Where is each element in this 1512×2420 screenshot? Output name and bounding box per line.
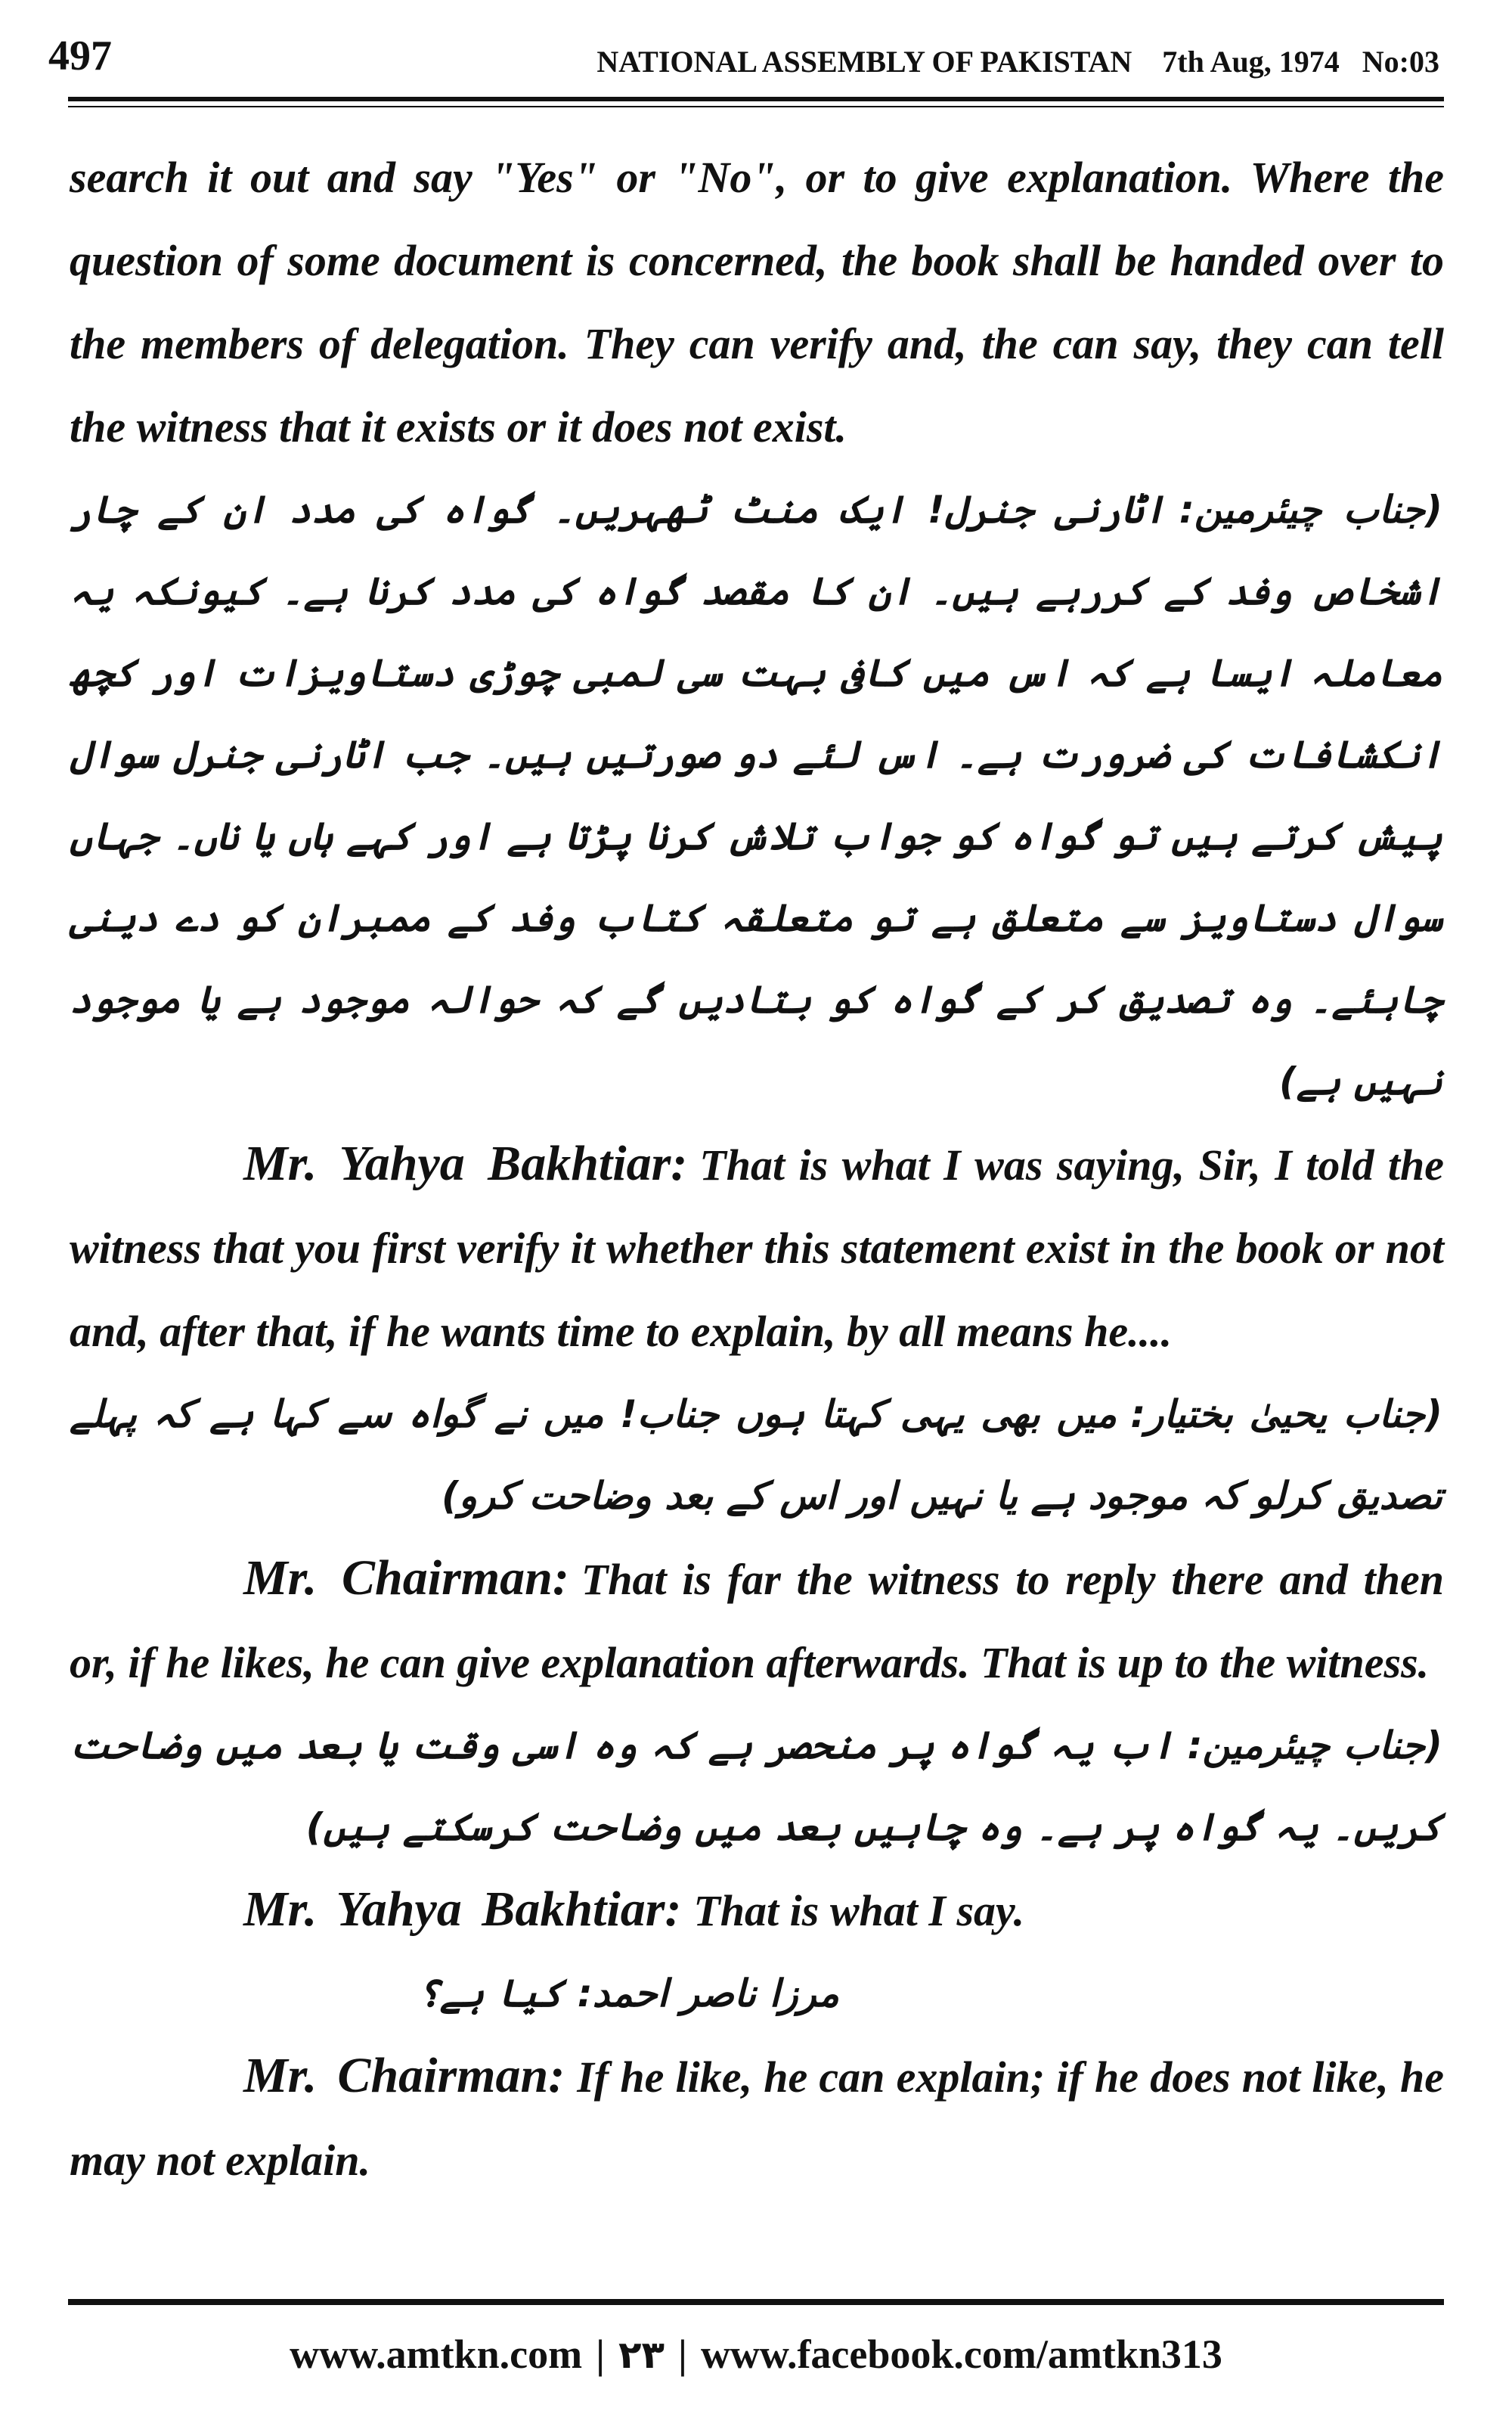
footer: [0, 2331, 1512, 2378]
english-paragraph: [70, 1537, 1444, 1705]
transcript-body: [70, 136, 1444, 2202]
urdu-paragraph: [70, 1705, 1444, 1868]
header-rule-thin: [68, 106, 1444, 107]
paragraph-text: کیا ہے؟: [417, 1972, 564, 2015]
paragraph-text: search it out and say "Yes" or "No", or to give explanation. Where the question of some document is concerned, the book shall be handed over to the members of delegation. They can verify and, the can say, they can tell the witness that it exists or it does not exist.: [70, 153, 1444, 451]
separator: |: [596, 2332, 605, 2377]
speaker-name: Mr. Yahya Bakhtiar:: [243, 1882, 682, 1937]
speaker-name: Mr. Chairman:: [243, 2048, 565, 2103]
paragraph-text: میں بھی یہی کہتا ہوں جناب! میں نے گواہ سے کہا ہے کہ پہلے تصدیق کرلو کہ موجود ہے یا نہیں اور اس کے بعد وضاحت کرو): [70, 1392, 1442, 1518]
paragraph-text: That is what I say.: [693, 1886, 1025, 1935]
english-paragraph: [70, 136, 1444, 469]
urdu-page-number: ۲۳: [618, 2333, 665, 2377]
facebook-link[interactable]: www.facebook.com/amtkn313: [700, 2332, 1222, 2377]
footer-rule: [68, 2299, 1444, 2305]
speaker-name: Mr. Chairman:: [243, 1550, 569, 1606]
header-rule: [68, 97, 1444, 101]
urdu-paragraph: [70, 469, 1444, 1122]
paragraph-text: اٹارنی جنرل! ایک منٹ ٹھہریں۔ گواہ کی مدد ان کے چار اشخاص وفد کے کررہے ہیں۔ ان کا مقصد گواہ کی مدد کرنا ہے۔ کیونکہ یہ معاملہ ایسا ہے کہ اس میں کافی بہت سی لمبی چوڑی دستاویزات اور کچھ انکشافات کی ضرورت ہے۔ اس لئے دو صورتیں ہیں۔ جب اٹارنی جنرل سوال پیش کرتے ہیں تو گواہ کو جواب تلاش کرنا پڑتا ہے اور کہے ہاں یا ناں۔ جہاں سوال دستاویز سے متعلق ہے تو متعلقہ کتاب وفد کے ممبران کو دے دینی چاہئے۔ وہ تصدیق کر کے گواہ کو بتادیں گے کہ حوالہ موجود ہے یا موجود نہیں ہے): [70, 488, 1442, 1103]
speaker-name: Mr. Yahya Bakhtiar:: [243, 1136, 688, 1191]
speaker-name: (جناب یحییٰ بختیار:: [1130, 1392, 1442, 1436]
english-paragraph: [70, 2034, 1444, 2202]
separator: |: [678, 2332, 687, 2377]
paragraph-text: اب یہ گواہ پر منحصر ہے کہ وہ اسی وقت یا بعد میں وضاحت کریں۔ یہ گواہ پر ہے۔ وہ چاہیں بعد میں وضاحت کرسکتے ہیں): [70, 1723, 1442, 1849]
speaker-name: (جناب چیئرمین:: [1187, 1723, 1442, 1767]
paragraph-text: If he like, he can explain; if he does not like, he may not explain.: [70, 2052, 1444, 2185]
english-paragraph: [70, 1122, 1444, 1373]
urdu-paragraph: [70, 1953, 1444, 2034]
website-link[interactable]: www.amtkn.com: [290, 2332, 583, 2377]
paragraph-text: That is far the witness to reply there and then or, if he likes, he can give explanation afterwards. That is up to the witness.: [70, 1555, 1444, 1687]
page-number: 497: [48, 33, 112, 79]
speaker-name: مرزا ناصر احمد:: [577, 1972, 839, 2015]
paragraph-text: That is what I was saying, Sir, I told the witness that you first verify it whether this statement exist in the book or not and, after that, if he wants time to explain, by all means he....: [70, 1140, 1445, 1356]
running-header: NATIONAL ASSEMBLY OF PAKISTAN 7th Aug, 1974 No:03: [596, 45, 1439, 79]
urdu-paragraph: [70, 1373, 1444, 1537]
speaker-name: (جناب چیئرمین:: [1179, 488, 1442, 532]
english-paragraph: [70, 1868, 1444, 1953]
